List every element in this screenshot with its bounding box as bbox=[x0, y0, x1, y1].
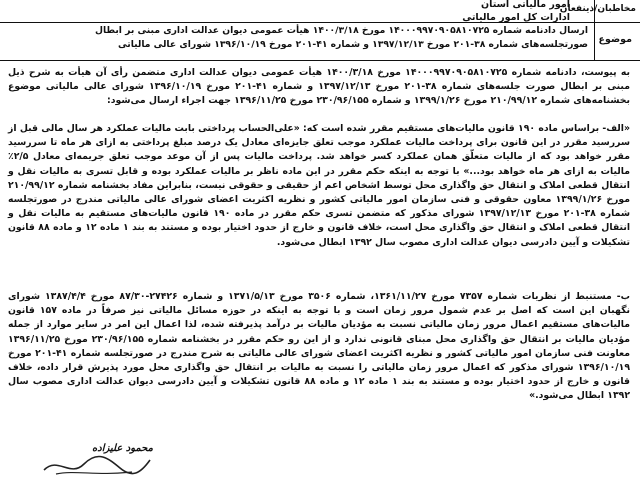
clause-alef-paragraph: «الف- براساس ماده ۱۹۰ قانون مالیات‌های مستقیم مقرر شده است که: «علی‌الحساب پرداختی بابت مالیات عملکرد هر سال مالی قبل از سررسید مقرر در این قانون برای پرداخت مالیات عملکرد موجب تعلق جایزه‌ای معادل یک درصد مبلغ پرداختی به ازای هر ماه تا سررسید مقرر خواهد بود که از مالیات متعلّق همان عملکرد کسر خواهد شد. پرداخت مالیات پس از آن موعد موجب تعلق جریمه‌ای معادل ۲/۵٪ مالیات به ازای هر ماه خواهد بود...» با توجه به اینکه حکم مقرر در این ماده ناظر بر مالیات عملکرد بوده و قابل تسری به مالیات نقل و انتقال قطعی املاک و انتقال حق واگذاری محل توسط اشخاص اعم از حقیقی و حقوقی نیست، بنابراین مفاد بخشنامه شماره ۲۱۰/۹۹/۱۲ مورخ ۱۳۹۹/۱/۲۶ معاون حقوقی و فنی سازمان امور مالیاتی کشور و نظریه اکثریت اعضای شورای عالی مالیاتی مندرج در صورتجلسه شماره ۳۸-۲۰۱ مورخ ۱۳۹۷/۱۲/۱۳ شورای مذکور که متضمن تسری حکم مقرر در ماده ۱۹۰ قانون مالیات‌های مستقیم به مالیات نقل و انتقال قطعی املاک و انتقال حق واگذاری محل است، خلاف قانون و خارج از حدود اختیار بوده و مستند به بند ۱ ماده ۱۲ و ماده ۸۸ قانون تشکیلات و آیین دادرسی دیوان عدالت اداری مصوب سال ۱۳۹۲ ابطال می‌شود. bbox=[8, 123, 631, 248]
audience-label: مخاطبان/ذینفعان bbox=[559, 4, 636, 14]
subject-text bbox=[4, 24, 588, 52]
intro-paragraph: به پیوست، دادنامه شماره ۱۴۰۰۰۹۹۷۰۹۰۵۸۱۰۷۲۵ مورخ ۱۴۰۰/۳/۱۸ هیأت عمومی دیوان عدالت اداری متضمن رأی آن هیأت به شرح ذیل مبنی بر ابطال صورت جلسه‌های شماره ۳۸-۲۰۱ مورخ ۱۳۹۷/۱۲/۱۳ و شماره ۴۱-۲۰۱ مورخ ۱۳۹۶/۱۰/۱۹ شورای عالی مالیاتی موضوع بخشنامه‌های شماره ۲۱۰/۹۹/۱۲ مورخ ۱۳۹۹/۱/۲۶ و شماره ۲۳۰/۹۶/۱۵۵ مورخ ۱۳۹۶/۱۱/۲۵ جهت اجراء ارسال می‌شود: bbox=[8, 67, 630, 107]
subject-label: موضوع bbox=[598, 34, 632, 45]
audience-line-1: امور مالیاتی استان bbox=[481, 0, 570, 10]
audience-text bbox=[462, 0, 570, 24]
signatory-name: محمود علیزاده bbox=[92, 443, 153, 454]
signature-scribble-icon bbox=[36, 452, 156, 480]
audience-line-2: ادارات کل امور مالیاتی bbox=[462, 12, 570, 23]
subject-line-1: ارسال دادنامه شماره ۱۴۰۰۰۹۹۷۰۹۰۵۸۱۰۷۲۵ مورخ ۱۴۰۰/۳/۱۸ هیأت عمومی دیوان عدالت اداری مبنی بر ابطال bbox=[94, 25, 588, 36]
subject-line-2: صورتجلسه‌های شماره ۳۸-۲۰۱ مورخ ۱۳۹۷/۱۲/۱۳ و شماره ۴۱-۲۰۱ مورخ ۱۳۹۶/۱۰/۱۹ شورای عالی مالیاتی bbox=[117, 39, 588, 50]
clause-be-paragraph: ب- مستنبط از نظریات شماره ۷۳۵۷ مورخ ۱۳۶۱/۱۱/۲۷، شماره ۳۵۰۶ مورخ ۱۳۷۱/۵/۱۳ و شماره ۲۷۴۲۶-۸۷/۳۰ مورخ ۱۳۸۷/۴/۴ شورای نگهبان این است که اصل بر عدم شمول مرور زمان است و با توجه به اینکه در حوزه مسائل مالیاتی نیز صرفاً در ماده ۱۵۷ قانون مالیات‌های مستقیم اعمال مرور زمان مالیاتی نسبت به مؤدیان مالیات بر درآمد پذیرفته شده، لذا اعمال این امر در سایر موارد از جمله مؤدیان مالیات بر انتقال حق واگذاری محل مبنای قانونی ندارد و از این رو حکم مقرر در بخشنامه شماره ۲۳۰/۹۶/۱۵۵ مورخ ۱۳۹۶/۱۱/۲۵ معاونت فنی سازمان امور مالیاتی کشور و نظریه اکثریت اعضای شورای عالی مالیاتی به شرح مندرج در صورتجلسه شماره ۴۱-۲۰۱ مورخ ۱۳۹۶/۱۰/۱۹ شورای مذکور که اعمال مرور زمان مالیاتی را نسبت به مالیات بر انتقال حق واگذاری محل مورد پذیرش قرار داده، خلاف قانون و خارج از حدود اختیار بوده و مستند به بند ۱ ماده ۱۲ و ماده ۸۸ قانون تشکیلات و آیین دادرسی دیوان عدالت اداری مصوب سال ۱۳۹۲ ابطال می‌شود.» bbox=[8, 291, 631, 402]
letter-header bbox=[0, 0, 640, 61]
